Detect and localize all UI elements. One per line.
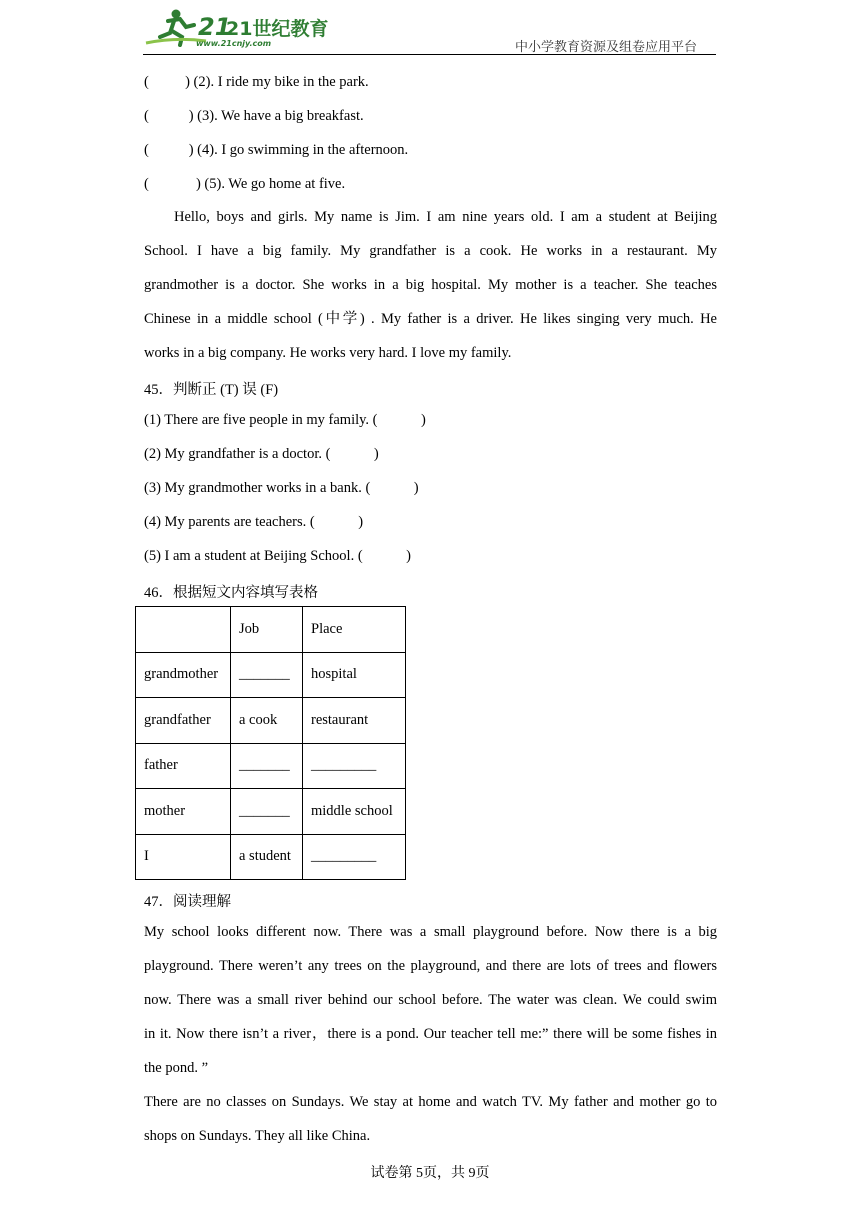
svg-text:21世纪教育: 21世纪教育 [226, 18, 329, 40]
table-row [136, 607, 406, 653]
page-header [0, 0, 860, 60]
passage-line: School. I have a big family. My grandfather is a cook. He works in a restaurant. My [144, 243, 717, 259]
question-47-title: 47．阅读理解 [144, 894, 231, 910]
table-row [136, 698, 406, 744]
passage-line: works in a big company. He works very hard. I love my family. [144, 345, 512, 361]
passage-line: now. There was a small river behind our school before. The water was clean. We could swim [144, 992, 717, 1008]
true-false-item-2: (2) My grandfather is a doctor. ( ) [144, 446, 379, 462]
table-cell: _________ [303, 743, 406, 789]
passage-line: Hello, boys and girls. My name is Jim. I am nine years old. I am a student at Beijing [174, 209, 717, 225]
table-cell: a student [231, 834, 303, 880]
matching-item-5: ( ) (5). We go home at five. [144, 176, 346, 192]
table-header-job: Job [231, 607, 303, 653]
svg-text:www.21cnjy.com: www.21cnjy.com [196, 39, 272, 48]
table-cell: _______ [231, 652, 303, 698]
table-cell [136, 607, 231, 653]
table-cell: grandfather [136, 698, 231, 744]
true-false-item-1: (1) There are five people in my family. ( ) [144, 412, 426, 428]
table-cell: mother [136, 789, 231, 835]
table-cell: _______ [231, 743, 303, 789]
passage-line: grandmother is a doctor. She works in a big hospital. My mother is a teacher. She teaches [144, 277, 717, 293]
page-footer: 试卷第 5页，共 9页 [370, 1166, 490, 1181]
passage-line: shops on Sundays. They all like China. [144, 1128, 371, 1144]
table-cell: middle school [303, 789, 406, 835]
matching-item-2: ( ) (2). I ride my bike in the park. [144, 74, 369, 90]
true-false-item-3: (3) My grandmother works in a bank. ( ) [144, 480, 419, 496]
table-row [136, 652, 406, 698]
header-divider [143, 54, 716, 55]
table-cell: I [136, 834, 231, 880]
table-cell: grandmother [136, 652, 231, 698]
question-46-title: 46．根据短文内容填写表格 [144, 585, 318, 601]
table-row [136, 789, 406, 835]
table-cell: hospital [303, 652, 406, 698]
passage-line: the pond. ” [144, 1060, 209, 1076]
job-place-table [135, 606, 406, 880]
matching-item-3: ( ) (3). We have a big breakfast. [144, 108, 364, 124]
table-row [136, 834, 406, 880]
question-45-title: 45．判断正 (T) 误 (F) [144, 382, 279, 398]
passage-line: Chinese in a middle school (中学) . My father is a driver. He likes singing very much. He [144, 311, 717, 327]
true-false-item-4: (4) My parents are teachers. ( ) [144, 514, 364, 530]
passage-line: playground. There weren’t any trees on the playground, and there are lots of trees and flowers [144, 958, 717, 974]
matching-item-4: ( ) (4). I go swimming in the afternoon. [144, 142, 409, 158]
passage-line: There are no classes on Sundays. We stay at home and watch TV. My father and mother go to [144, 1094, 717, 1110]
table-cell: _________ [303, 834, 406, 880]
true-false-item-5: (5) I am a student at Beijing School. ( ) [144, 548, 411, 564]
site-logo [146, 7, 329, 49]
table-cell: father [136, 743, 231, 789]
table-header-place: Place [303, 607, 406, 653]
svg-text:21: 21 [198, 13, 232, 41]
passage-line: in it. Now there isn’t a river，there is a pond. Our teacher tell me:” there will be some fishes in [144, 1026, 717, 1042]
passage-line: My school looks different now. There was a small playground before. Now there is a big [144, 924, 717, 940]
platform-title: 中小学教育资源及组卷应用平台 [515, 39, 698, 54]
table-cell: _______ [231, 789, 303, 835]
table-cell: restaurant [303, 698, 406, 744]
table-row [136, 743, 406, 789]
table-cell: a cook [231, 698, 303, 744]
